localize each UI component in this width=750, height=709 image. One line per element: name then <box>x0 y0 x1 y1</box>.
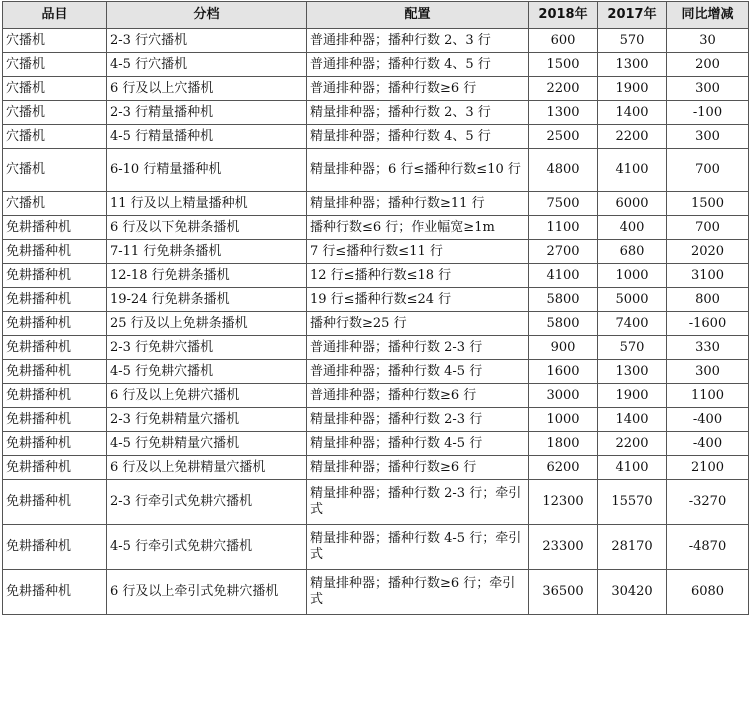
cell-config: 普通排种器；播种行数≥6 行 <box>307 384 529 408</box>
cell-change: 330 <box>667 336 749 360</box>
cell-value-2017: 28170 <box>598 525 667 570</box>
cell-change: -3270 <box>667 480 749 525</box>
cell-tier: 4-5 行穴播机 <box>107 53 307 77</box>
cell-category: 免耕播种机 <box>3 384 107 408</box>
cell-tier: 6 行及以上免耕穴播机 <box>107 384 307 408</box>
table-row <box>3 240 749 264</box>
cell-value-2017: 4100 <box>598 149 667 192</box>
cell-value-2018: 4800 <box>529 149 598 192</box>
cell-category: 穴播机 <box>3 192 107 216</box>
cell-config: 精量排种器；播种行数 4-5 行 <box>307 432 529 456</box>
table-row <box>3 125 749 149</box>
cell-tier: 19-24 行免耕条播机 <box>107 288 307 312</box>
table-row <box>3 384 749 408</box>
table-row <box>3 336 749 360</box>
cell-tier: 6-10 行精量播种机 <box>107 149 307 192</box>
cell-config: 精量排种器；播种行数 4、5 行 <box>307 125 529 149</box>
cell-change: 3100 <box>667 264 749 288</box>
cell-change: 6080 <box>667 570 749 615</box>
cell-value-2018: 12300 <box>529 480 598 525</box>
cell-config: 普通排种器；播种行数 2-3 行 <box>307 336 529 360</box>
cell-value-2018: 7500 <box>529 192 598 216</box>
cell-config: 精量排种器；播种行数≥6 行 <box>307 456 529 480</box>
cell-value-2018: 5800 <box>529 288 598 312</box>
cell-config: 精量排种器；播种行数 4-5 行；牵引式 <box>307 525 529 570</box>
cell-value-2018: 2700 <box>529 240 598 264</box>
cell-config: 普通排种器；播种行数≥6 行 <box>307 77 529 101</box>
cell-category: 免耕播种机 <box>3 216 107 240</box>
cell-tier: 6 行及以上穴播机 <box>107 77 307 101</box>
cell-tier: 4-5 行精量播种机 <box>107 125 307 149</box>
cell-category: 穴播机 <box>3 53 107 77</box>
cell-change: 300 <box>667 77 749 101</box>
cell-change: 700 <box>667 216 749 240</box>
cell-change: -100 <box>667 101 749 125</box>
table-row <box>3 216 749 240</box>
cell-value-2017: 2200 <box>598 125 667 149</box>
cell-category: 免耕播种机 <box>3 480 107 525</box>
cell-value-2018: 2200 <box>529 77 598 101</box>
table-row <box>3 288 749 312</box>
cell-category: 免耕播种机 <box>3 432 107 456</box>
cell-category: 穴播机 <box>3 101 107 125</box>
cell-change: 200 <box>667 53 749 77</box>
cell-config: 精量排种器；播种行数 2、3 行 <box>307 101 529 125</box>
cell-value-2018: 900 <box>529 336 598 360</box>
table-row <box>3 360 749 384</box>
cell-category: 免耕播种机 <box>3 360 107 384</box>
cell-value-2018: 4100 <box>529 264 598 288</box>
cell-category: 免耕播种机 <box>3 408 107 432</box>
table-header-row <box>3 2 749 29</box>
cell-value-2017: 7400 <box>598 312 667 336</box>
cell-value-2018: 1500 <box>529 53 598 77</box>
cell-config: 12 行≤播种行数≤18 行 <box>307 264 529 288</box>
header-category: 品目 <box>3 2 107 29</box>
cell-tier: 6 行及以上牵引式免耕穴播机 <box>107 570 307 615</box>
cell-value-2017: 1300 <box>598 360 667 384</box>
cell-value-2017: 1400 <box>598 101 667 125</box>
cell-change: 2100 <box>667 456 749 480</box>
cell-change: 800 <box>667 288 749 312</box>
cell-tier: 4-5 行免耕精量穴播机 <box>107 432 307 456</box>
cell-value-2018: 2500 <box>529 125 598 149</box>
header-config: 配置 <box>307 2 529 29</box>
cell-config: 播种行数≤6 行；作业幅宽≥1m <box>307 216 529 240</box>
cell-value-2017: 1400 <box>598 408 667 432</box>
cell-config: 7 行≤播种行数≤11 行 <box>307 240 529 264</box>
table-row <box>3 525 749 570</box>
cell-category: 穴播机 <box>3 77 107 101</box>
cell-category: 免耕播种机 <box>3 240 107 264</box>
cell-tier: 6 行及以下免耕条播机 <box>107 216 307 240</box>
table-row <box>3 29 749 53</box>
cell-category: 穴播机 <box>3 29 107 53</box>
table-row <box>3 408 749 432</box>
cell-category: 免耕播种机 <box>3 288 107 312</box>
table-row <box>3 312 749 336</box>
cell-config: 精量排种器；播种行数 2-3 行；牵引式 <box>307 480 529 525</box>
table-row <box>3 264 749 288</box>
cell-value-2018: 6200 <box>529 456 598 480</box>
cell-value-2018: 36500 <box>529 570 598 615</box>
cell-value-2017: 1000 <box>598 264 667 288</box>
cell-value-2018: 1800 <box>529 432 598 456</box>
cell-change: -4870 <box>667 525 749 570</box>
cell-change: 1100 <box>667 384 749 408</box>
table-row <box>3 101 749 125</box>
cell-category: 免耕播种机 <box>3 312 107 336</box>
cell-change: -400 <box>667 408 749 432</box>
cell-value-2018: 1000 <box>529 408 598 432</box>
cell-value-2017: 1900 <box>598 384 667 408</box>
cell-tier: 2-3 行免耕精量穴播机 <box>107 408 307 432</box>
header-2018: 2018年 <box>529 2 598 29</box>
cell-tier: 2-3 行牵引式免耕穴播机 <box>107 480 307 525</box>
cell-value-2018: 1100 <box>529 216 598 240</box>
cell-tier: 6 行及以上免耕精量穴播机 <box>107 456 307 480</box>
table-row <box>3 149 749 192</box>
table-row <box>3 53 749 77</box>
cell-category: 穴播机 <box>3 149 107 192</box>
cell-tier: 2-3 行精量播种机 <box>107 101 307 125</box>
cell-change: -400 <box>667 432 749 456</box>
cell-config: 普通排种器；播种行数 4-5 行 <box>307 360 529 384</box>
subsidy-table <box>2 1 749 615</box>
cell-value-2018: 3000 <box>529 384 598 408</box>
cell-tier: 11 行及以上精量播种机 <box>107 192 307 216</box>
cell-change: 30 <box>667 29 749 53</box>
header-change: 同比增减 <box>667 2 749 29</box>
cell-change: 1500 <box>667 192 749 216</box>
cell-category: 免耕播种机 <box>3 336 107 360</box>
cell-value-2017: 2200 <box>598 432 667 456</box>
cell-config: 普通排种器；播种行数 4、5 行 <box>307 53 529 77</box>
table-row <box>3 456 749 480</box>
cell-category: 免耕播种机 <box>3 570 107 615</box>
cell-value-2017: 6000 <box>598 192 667 216</box>
table-row <box>3 77 749 101</box>
table-row <box>3 192 749 216</box>
cell-tier: 4-5 行免耕穴播机 <box>107 360 307 384</box>
cell-tier: 2-3 行免耕穴播机 <box>107 336 307 360</box>
cell-category: 免耕播种机 <box>3 525 107 570</box>
cell-tier: 7-11 行免耕条播机 <box>107 240 307 264</box>
cell-config: 精量排种器；播种行数 2-3 行 <box>307 408 529 432</box>
cell-change: 700 <box>667 149 749 192</box>
cell-value-2017: 680 <box>598 240 667 264</box>
table-row <box>3 570 749 615</box>
cell-value-2017: 570 <box>598 29 667 53</box>
cell-tier: 25 行及以上免耕条播机 <box>107 312 307 336</box>
cell-value-2018: 5800 <box>529 312 598 336</box>
table-row <box>3 432 749 456</box>
cell-change: -1600 <box>667 312 749 336</box>
cell-tier: 2-3 行穴播机 <box>107 29 307 53</box>
header-2017: 2017年 <box>598 2 667 29</box>
cell-value-2017: 400 <box>598 216 667 240</box>
cell-value-2017: 5000 <box>598 288 667 312</box>
cell-value-2018: 600 <box>529 29 598 53</box>
cell-value-2017: 570 <box>598 336 667 360</box>
cell-value-2017: 30420 <box>598 570 667 615</box>
cell-value-2017: 15570 <box>598 480 667 525</box>
cell-value-2018: 1600 <box>529 360 598 384</box>
cell-change: 2020 <box>667 240 749 264</box>
cell-config: 播种行数≥25 行 <box>307 312 529 336</box>
cell-category: 穴播机 <box>3 125 107 149</box>
cell-category: 免耕播种机 <box>3 264 107 288</box>
table-row <box>3 480 749 525</box>
cell-config: 19 行≤播种行数≤24 行 <box>307 288 529 312</box>
cell-tier: 12-18 行免耕条播机 <box>107 264 307 288</box>
cell-change: 300 <box>667 360 749 384</box>
cell-config: 普通排种器；播种行数 2、3 行 <box>307 29 529 53</box>
cell-value-2018: 1300 <box>529 101 598 125</box>
cell-category: 免耕播种机 <box>3 456 107 480</box>
cell-config: 精量排种器；播种行数≥6 行；牵引式 <box>307 570 529 615</box>
cell-config: 精量排种器；6 行≤播种行数≤10 行 <box>307 149 529 192</box>
cell-value-2018: 23300 <box>529 525 598 570</box>
cell-change: 300 <box>667 125 749 149</box>
cell-value-2017: 1300 <box>598 53 667 77</box>
cell-value-2017: 4100 <box>598 456 667 480</box>
cell-config: 精量排种器；播种行数≥11 行 <box>307 192 529 216</box>
cell-tier: 4-5 行牵引式免耕穴播机 <box>107 525 307 570</box>
header-tier: 分档 <box>107 2 307 29</box>
cell-value-2017: 1900 <box>598 77 667 101</box>
